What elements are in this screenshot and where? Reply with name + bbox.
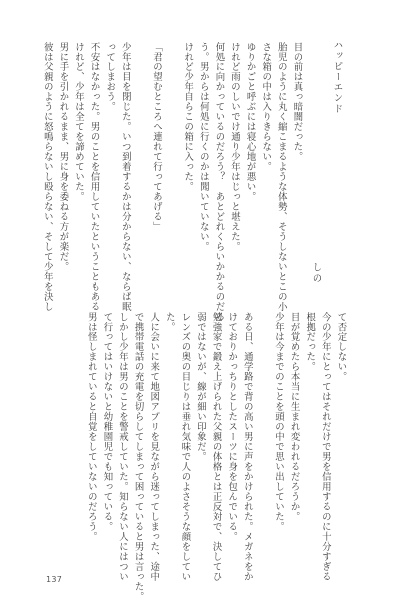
lower-text-line: 目が覚めたら本当に生まれ変われるだろうか。	[288, 312, 300, 522]
upper-text-line: ゆりかごと呼ぶには寝心地が悪い。	[244, 42, 256, 202]
lower-text-line: しかし少年は男のことを警戒していた。知らない人にはつい	[117, 312, 128, 582]
lower-text-line: て行ってはいけないと幼稚園児でも知っている。	[101, 312, 113, 532]
author-name: しの	[310, 262, 322, 285]
lower-text-line: 根拠だった。	[304, 312, 316, 372]
page-number: 137	[46, 575, 63, 584]
upper-text-line: けれど雨のしいでけ通り少年はじっと堪えた。	[229, 42, 240, 252]
lower-text-line: 勉強家で鍛え上げられた父親の体格とは正反対で、決してひ	[210, 312, 222, 582]
upper-text-line: 目の前は真っ暗闇だった。	[291, 42, 303, 162]
story-title: ハッピーエンド	[331, 40, 343, 115]
lower-text-line: 今の少年にとってはそれだけで男を信用するのに十分すぎる	[319, 312, 331, 582]
upper-text-line: 男に手を引かれるまま、男に身を委ねる方が楽だ。	[57, 42, 69, 272]
upper-text-line: 不安はなかった。男のことを信用していたということもある	[88, 42, 100, 312]
upper-text-line: 彼は父親のように怒鳴らないし殴らない、そして少年を決し	[41, 42, 53, 312]
lower-text-line: 人に会いに来て地図アプリを見ながら迷ってしまった、途中	[148, 312, 160, 582]
upper-text-line: 少年は目を閉じた。いつ到着するかは分からない、ならば眠	[119, 42, 131, 312]
upper-text-line: 「君の望むところへ連れて行ってあげる」	[151, 42, 162, 232]
lower-text-line: 男は怪しまれていると自覚をしていないのだろう。	[85, 312, 97, 542]
lower-text-line: ある日、通学路で背の高い男に声をかけられた。メガネをか	[241, 312, 253, 582]
lower-text-line: た。	[163, 312, 175, 332]
lower-text-line: で携帯電話の充電を切らしてしまって困っていると男は言った。	[132, 312, 144, 602]
upper-text-line: 何処に向かっているのだろう？ あとどれくらいかかるのだろ	[213, 42, 225, 322]
lower-text-line: 少年は今までのことを頭の中で思い出していた。	[273, 312, 284, 532]
lower-text-line: レンズの奥の目じりは垂れ気味で人のよさそうな顔をしてい	[179, 312, 191, 582]
upper-text-line: さな箱の中は入りきらない。	[260, 42, 272, 172]
lower-text-line: 弱ではないが、線が細い印象だ。	[195, 312, 206, 462]
upper-text-line: う。男からは何処に行くのかは聞いていない。	[197, 42, 209, 252]
upper-text-line: ってしまおう。	[104, 42, 116, 112]
lower-text-line: て否定しない。	[335, 312, 347, 382]
upper-text-line: けれど少年自らこの箱に入った。	[182, 42, 194, 192]
lower-text-line: けておりかっちりとしたスーツに身を包んでいる。	[226, 312, 238, 542]
upper-text-line: 胎児のように丸く縮こまるような体勢、そうしないとこの小	[275, 42, 287, 312]
upper-text-line: けれど、少年は全てを諦めていた。	[73, 42, 84, 202]
